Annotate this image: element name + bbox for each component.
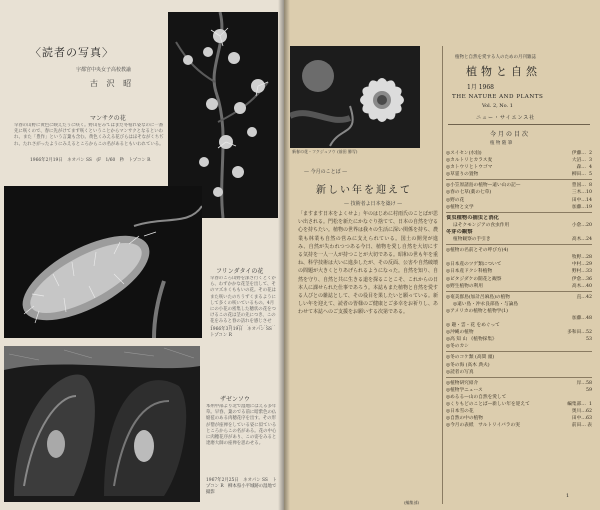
toc-entry-title: ◎読者の写真 bbox=[446, 369, 474, 375]
toc-entry-title: ◎冬の海 (高木 典夫) bbox=[446, 362, 490, 368]
toc-entry-title: ◎奄美群島(加計呂麻島)の植物 bbox=[446, 294, 510, 300]
toc-entry bbox=[446, 254, 592, 261]
toc-entry-author: 田中… bbox=[571, 197, 586, 203]
toc-entry-title: ◎くりもどのことば—新しい年を迎えて bbox=[446, 402, 530, 407]
toc-entry-author: 三木… bbox=[571, 190, 586, 196]
toc-entry-author: 高木… bbox=[571, 283, 586, 289]
toc-entry-title: ◎冬のカシ bbox=[446, 344, 469, 350]
toc-entry bbox=[446, 164, 592, 171]
author-school: 宇都宮中央女子高校教諭 bbox=[76, 67, 132, 73]
masthead-rule bbox=[448, 124, 590, 125]
toc-subheading: 植 物 随 筆 bbox=[490, 141, 513, 146]
toc-entry-page: 53 bbox=[586, 337, 592, 343]
toc-entry-page: 3 bbox=[589, 158, 592, 164]
toc-entry bbox=[446, 222, 592, 229]
toc-entry bbox=[446, 336, 592, 343]
toc-entry bbox=[446, 415, 592, 422]
toc-entry bbox=[446, 182, 592, 189]
masthead-tagline: 植物と自然を愛する人のための月刊雑誌 bbox=[455, 55, 536, 60]
toc-entry-title: 植物観察の手引き bbox=[453, 237, 491, 243]
toc-entry-page: 28 bbox=[586, 255, 592, 261]
toc-entry bbox=[446, 380, 592, 387]
author-name: 古 沢 昭 bbox=[90, 79, 135, 88]
toc-entry-author: 伊倉… bbox=[571, 276, 586, 282]
toc-entry-author: 田中… bbox=[571, 416, 586, 422]
toc-entry bbox=[446, 283, 592, 290]
toc-entry-author: 奥川… bbox=[571, 409, 586, 415]
toc-entry-page: 8 bbox=[589, 183, 592, 189]
toc-entry-title: ◎野の花 bbox=[446, 197, 465, 203]
caption-date-3: 1967年2月25日 ネオパン SS トプコン R 柳本県小平城跡の湿地で撮影 bbox=[206, 478, 277, 495]
toc-entry-author: 高木… bbox=[571, 237, 586, 243]
editorial-subtitle: — 技術者よ日本を築け — bbox=[344, 201, 403, 207]
toc-entry bbox=[446, 157, 592, 164]
toc-entry bbox=[446, 171, 592, 178]
toc-entry bbox=[446, 387, 592, 394]
photo-skunk-cabbage bbox=[4, 346, 200, 502]
toc-entry-title: ◎春の七草(薬の七草) bbox=[446, 190, 492, 196]
toc-entry-title: ◎日本産ドクシ科植物 bbox=[446, 269, 493, 275]
toc-entry-page: 48 bbox=[586, 315, 592, 321]
masthead-publisher: ニュー・サイエンス社 bbox=[476, 115, 536, 121]
toc-entry-page: 58 bbox=[586, 380, 592, 386]
caption-body-2: 早春のころ山野を深さ行くとくから、わずかかな花茎を出して、そのマズネくももいの花。その花はまた咲いたのちうずくまるようにして多くの咲いているもの。4月にの小花の密集した穂状の花をつけるこの花は茎の先につき、この花をみると春の訪れを感じさせ bbox=[210, 276, 276, 325]
toc-entry-title: 冬芽の観察 bbox=[446, 228, 473, 235]
toc-entry-title: ◎ 趣・雲・花 をめぐって bbox=[446, 323, 500, 329]
toc-entry-page: 表 bbox=[587, 423, 592, 429]
masthead-english-title: THE NATURE AND PLANTS bbox=[452, 94, 544, 100]
toc-entry-author: 大沼… bbox=[571, 158, 586, 164]
toc-entry-title: ◎小笠原諸島の植物—遠い山の記— bbox=[446, 183, 521, 189]
caption-head-1: マンサクの花 bbox=[90, 115, 126, 122]
caption-body-3: 本州中部より北で湿地にはえる多年草。早春、葉のでる前に暗紫色の仏焔苞のある肉穂花序を出す。その形が僧が座禅をしている姿に似ているところからこの名がある。花の中心に肉穂花序があり、この姿をみると達磨大師の座禅を思わせる。 bbox=[206, 404, 277, 447]
photo-adonis-flower bbox=[290, 46, 420, 148]
toc-entry bbox=[446, 408, 592, 415]
toc-entry-author: 加藤… bbox=[571, 204, 586, 210]
caption-head-2: フリンダタイの花 bbox=[216, 268, 264, 275]
toc-entry-title: ほそクモンジアの食虫作用 bbox=[453, 222, 510, 228]
toc-entry bbox=[446, 236, 592, 243]
toc-entry-title: ◎沖縄の植物 bbox=[446, 330, 474, 336]
toc-entry-author: 牧野… bbox=[571, 255, 586, 261]
toc-entry bbox=[446, 204, 592, 211]
toc-entry bbox=[446, 422, 592, 429]
toc-entry-page: 10 bbox=[586, 190, 592, 196]
toc-entry-title: 食虫植物の捕虫と消化 bbox=[446, 214, 499, 221]
toc-entry-author: 野村… bbox=[571, 269, 586, 275]
toc-entry bbox=[446, 315, 592, 322]
toc-entry bbox=[446, 322, 592, 329]
toc-entry-title: ◎めるる—山の自然を愛して bbox=[446, 394, 507, 400]
toc-entry-page: 1 bbox=[589, 402, 592, 407]
toc-entry-author: 森… bbox=[576, 165, 586, 171]
toc-entry-title: ◎植物の名前とその呼び方(4) bbox=[446, 248, 509, 254]
toc-entry bbox=[446, 276, 592, 283]
toc-entry-author: 柳田… bbox=[571, 172, 586, 178]
toc-entry-page: 62 bbox=[586, 409, 592, 415]
toc-entry bbox=[446, 215, 592, 222]
photo-flower-spike bbox=[4, 186, 202, 338]
toc-entry bbox=[446, 343, 592, 350]
toc-entry bbox=[446, 294, 592, 301]
left-page bbox=[0, 0, 284, 510]
caption-body-1: 早春の山野に黄色に映えたうに咲く。野山をみてはまだ冬枯れ姿なのに一番先に咲くので、春に先がけてまず咲くということからマンサクとなるといわれ、また「豊作」という言葉も含む。黄色くみえる花びらはほそながくちぢれ、たれさがったようにみえるところからこの名があるともいわれている。 bbox=[14, 123, 164, 147]
toc-entry-author: 加藤… bbox=[571, 315, 586, 321]
photo-caption: 新春の花・フクジュソウ (前田 勝写) bbox=[292, 149, 358, 154]
toc-entry bbox=[446, 247, 592, 254]
toc-entry bbox=[446, 329, 592, 336]
masthead-volume: Vol. 2, No. 1 bbox=[482, 103, 513, 109]
toc-entry bbox=[446, 189, 592, 196]
editorial-signature: (編集部) bbox=[404, 500, 420, 505]
toc-entry-title: ◎スイセン(水仙) bbox=[446, 151, 482, 156]
toc-entry bbox=[446, 301, 592, 308]
masthead-title: 植物と自然 bbox=[466, 65, 541, 78]
toc-entry-page: 19 bbox=[586, 204, 592, 210]
toc-entry-title: ◎植物学ニュース bbox=[446, 387, 483, 393]
toc-entry-page: 59 bbox=[586, 387, 592, 393]
toc-entry-author: 編集部… bbox=[567, 402, 586, 407]
masthead-issue: 1月 1968 bbox=[467, 84, 494, 91]
monthly-words-label: — 今月のことば — bbox=[304, 169, 348, 175]
toc-entry-page: 52 bbox=[586, 330, 592, 336]
toc-entry-page: 5 bbox=[589, 172, 592, 178]
toc-entry-title: ◎高 知 山 《植物採集》 bbox=[446, 337, 497, 343]
caption-head-3: ザゼンソウ bbox=[220, 396, 250, 403]
toc-entry-title: ◎ビタジダケの開花と観察 bbox=[446, 276, 502, 282]
page-number: 1 bbox=[566, 493, 570, 499]
toc-entry bbox=[446, 308, 592, 315]
page-gutter bbox=[278, 0, 290, 510]
toc-entry bbox=[446, 150, 592, 157]
editorial-title: 新しい年を迎えて bbox=[316, 185, 412, 196]
toc-entry bbox=[446, 354, 592, 361]
toc-entry-page: 40 bbox=[586, 283, 592, 289]
toc-entry-page: 29 bbox=[586, 262, 592, 268]
toc-entry-title: ◎日本産のツゲ類について bbox=[446, 262, 502, 268]
toc-entry-author: 岸… bbox=[576, 380, 586, 386]
toc-entry bbox=[446, 394, 592, 401]
toc-entry-title: ◎遠い島・沖永良部島・与論島 bbox=[453, 301, 519, 307]
right-page bbox=[284, 0, 600, 510]
toc-entry-page: 4 bbox=[589, 165, 592, 171]
toc-entry-title: ◎草霊りの置物 bbox=[446, 172, 479, 178]
caption-date-1: 1966年2月19日 ネオパン SS (F 1/60 秒 トプコン R bbox=[30, 158, 151, 163]
editorial-body: 「ますます日本をよくせよ」年のはじめに村雨氏のことばが思い出される。門松を新たにかなぐり捨てて、日本の自然を守る心を持ちたい。植物の世界は我々の生活に深い関係を持ち、農業も林業も自然の営みに支えられている。国土の開発が進み、自然が失われつつある今日、植物を愛し自然を大切にする気持を一人一人が持つことが大切である。昭和の世も年を重ね、科学技術は大いに進歩したが、その反面、公害や自然破壊の問題が大きくとりあげられるようになった。自然を知り、自然を守り、自然と共に生きる道を探ることこそ、これからの日本人に課せられた仕事であろう。本誌もまた植物と自然を愛する人びとの雑誌として、その役目を果したいと願っている。新しい年を迎えて、読者の皆様のご健康とご多幸をお祈りし、あわせて本誌へのご支援をお願いする次第である。 bbox=[298, 211, 438, 316]
toc-entry-title: ◎カルトリとカラス麦 bbox=[446, 158, 493, 164]
toc-entry-title: ◎冬のコケ類 (高間 頭) bbox=[446, 355, 495, 361]
toc-entry-title: ◎日本雪の花 bbox=[446, 409, 474, 415]
toc-entry-page: 42 bbox=[586, 294, 592, 300]
column-divider bbox=[442, 46, 443, 504]
caption-date-2: 1966年3月19日 ネオパン SS トプコン R bbox=[210, 327, 277, 338]
toc-entry bbox=[446, 197, 592, 204]
toc-entry bbox=[446, 401, 592, 408]
toc-entry bbox=[446, 362, 592, 369]
toc-entry-page: 14 bbox=[586, 197, 592, 203]
table-of-contents bbox=[446, 150, 592, 496]
toc-entry-page: 36 bbox=[586, 276, 592, 282]
toc-entry-page: 20 bbox=[586, 222, 592, 228]
toc-heading: 今月の目次 bbox=[490, 131, 531, 138]
toc-entry-title: ◎カトウリとトウゴマ bbox=[446, 165, 493, 171]
toc-entry-author: 豊国… bbox=[571, 183, 586, 189]
toc-entry-author: 小倉… bbox=[571, 222, 586, 228]
toc-entry bbox=[446, 369, 592, 376]
toc-entry-page: 63 bbox=[586, 416, 592, 422]
toc-entry bbox=[446, 261, 592, 268]
toc-entry-author: 前田… bbox=[571, 423, 586, 429]
toc-entry-title: ◎自然の中の植物 bbox=[446, 416, 483, 422]
toc-entry-author: 直… bbox=[576, 294, 586, 300]
toc-entry-author: 伊藤… bbox=[571, 151, 586, 156]
toc-entry-title: ◎野生植物の利用 bbox=[446, 283, 483, 289]
toc-entry bbox=[446, 268, 592, 275]
toc-entry-page: 24 bbox=[586, 237, 592, 243]
toc-entry-title: ◎植物研究紹介 bbox=[446, 380, 479, 386]
toc-entry bbox=[446, 229, 592, 236]
toc-entry-title: ◎植物と文学 bbox=[446, 204, 474, 210]
toc-entry-title: ◎今月の表紙 サルトリイバラの実 bbox=[446, 423, 520, 429]
reader-photo-title: 〈読者の写真〉 bbox=[30, 46, 114, 59]
toc-entry-author: 中村… bbox=[571, 262, 586, 268]
toc-entry-author: 多和田… bbox=[567, 330, 586, 336]
toc-entry-title: ◎アメリカの植物と植物学(1) bbox=[446, 308, 508, 314]
toc-entry-page: 33 bbox=[586, 269, 592, 275]
toc-entry-page: 2 bbox=[589, 151, 592, 156]
